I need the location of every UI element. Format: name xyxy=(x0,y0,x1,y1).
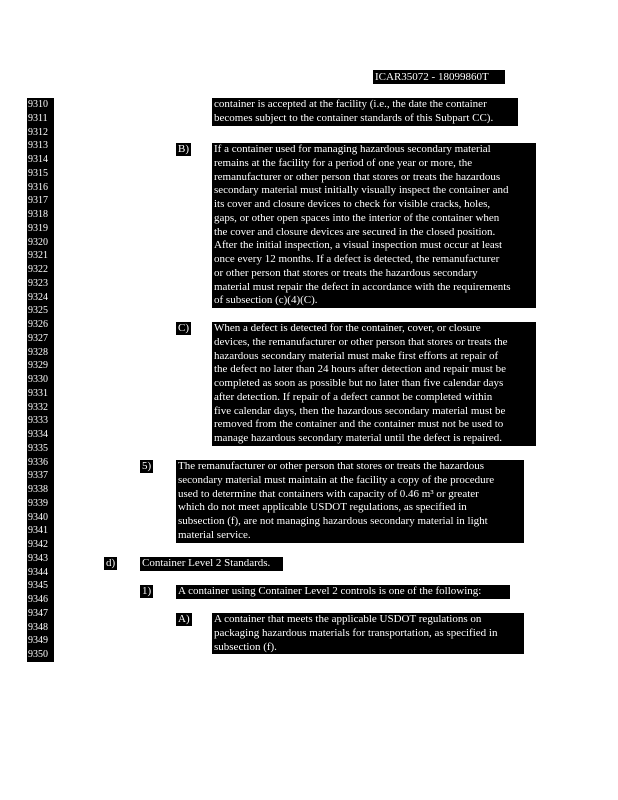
paragraph-line: If a container used for managing hazardous secondary material xyxy=(214,143,491,155)
paragraph-line: The remanufacturer or other person that stores or treats the hazardous xyxy=(178,460,485,472)
item-label-5: 5) xyxy=(142,460,152,472)
paragraph-line: its cover and closure devices to check for visible cracks, holes, xyxy=(214,198,491,210)
line-number: 9310 xyxy=(27,98,54,112)
section-heading-d xyxy=(140,557,283,571)
line-number: 9349 xyxy=(27,634,54,648)
paragraph-line: When a defect is detected for the container, cover, or closure xyxy=(214,322,481,334)
paragraph-line: material service. xyxy=(178,528,251,541)
document-id: ICAR35072 - 18099860T xyxy=(373,70,505,84)
line-number: 9346 xyxy=(27,593,54,607)
continuation-paragraph xyxy=(212,98,518,126)
line-number: 9316 xyxy=(27,181,54,195)
paragraph-line: which do not meet applicable USDOT regulations, as specified in xyxy=(178,501,467,514)
line-number: 9319 xyxy=(27,222,54,236)
line-number: 9344 xyxy=(27,566,54,580)
line-number: 9336 xyxy=(27,456,54,470)
paragraph-line: manage hazardous secondary material until the defect is repaired. xyxy=(214,432,503,444)
line-number: 9317 xyxy=(27,194,54,208)
item-label-b: B) xyxy=(178,143,189,155)
line-number: 9348 xyxy=(27,621,54,635)
paragraph-line: of subsection (c)(4)(C). xyxy=(214,294,318,307)
paragraph-line: container is accepted at the facility (i.e., the date the container xyxy=(214,98,487,110)
paragraph-line: subsection (f). xyxy=(214,640,277,653)
line-number: 9322 xyxy=(27,263,54,277)
paragraph-line: used to determine that containers with capacity of 0.46 m³ or greater xyxy=(178,487,479,500)
paragraph-5 xyxy=(176,460,524,543)
paragraph-line: remanufacturer or other person that stores or treats the hazardous xyxy=(214,170,501,183)
line-number: 9339 xyxy=(27,497,54,511)
paragraph-line: hazardous secondary material must make first efforts at repair of xyxy=(214,349,499,362)
paragraph-c xyxy=(212,322,536,446)
line-number: 9327 xyxy=(27,332,54,346)
item-label-d: d) xyxy=(106,557,116,569)
paragraph-line: remains at the facility for a period of one year or more, the xyxy=(214,156,473,169)
paragraph-1 xyxy=(176,585,510,599)
paragraph-line: secondary material must initially visually inspect the container and xyxy=(214,184,509,197)
item-label-c: C) xyxy=(178,322,189,334)
line-number: 9312 xyxy=(27,126,54,140)
paragraph-line: gaps, or other open spaces into the interior of the container when xyxy=(214,211,500,224)
line-number: 9311 xyxy=(27,112,54,126)
line-number: 9333 xyxy=(27,414,54,428)
item-label-a: A) xyxy=(178,613,190,625)
line-number: 9329 xyxy=(27,359,54,373)
line-number: 9342 xyxy=(27,538,54,552)
paragraph-line: removed from the container and the container must not be used to xyxy=(214,418,504,431)
line-number: 9314 xyxy=(27,153,54,167)
line-number: 9347 xyxy=(27,607,54,621)
line-number: 9345 xyxy=(27,579,54,593)
line-number: 9331 xyxy=(27,387,54,401)
paragraph-line: once every 12 months. If a defect is detected, the remanufacturer xyxy=(214,253,500,265)
line-number: 9318 xyxy=(27,208,54,222)
line-number: 9337 xyxy=(27,469,54,483)
paragraph-line: five calendar days, then the hazardous secondary material must be xyxy=(214,404,506,417)
paragraph-line: material must repair the defect in accordance with the requirements xyxy=(214,280,511,293)
paragraph-line: devices, the remanufacturer or other person that stores or treats the xyxy=(214,335,508,348)
line-number: 9335 xyxy=(27,442,54,456)
line-number: 9325 xyxy=(27,304,54,318)
line-number: 9321 xyxy=(27,249,54,263)
line-number: 9341 xyxy=(27,524,54,538)
section-heading-text: Container Level 2 Standards. xyxy=(142,557,271,569)
paragraph-a xyxy=(212,613,524,654)
line-number: 9324 xyxy=(27,291,54,305)
paragraph-line: A container that meets the applicable USDOT regulations on xyxy=(214,613,482,625)
line-number: 9343 xyxy=(27,552,54,566)
paragraph-line: After the initial inspection, a visual inspection must occur at least xyxy=(214,239,503,252)
line-number: 9315 xyxy=(27,167,54,181)
line-number: 9323 xyxy=(27,277,54,291)
paragraph-line: subsection (f), are not managing hazardous secondary material in light xyxy=(178,515,488,527)
line-number: 9326 xyxy=(27,318,54,332)
line-number: 9313 xyxy=(27,139,54,153)
paragraph-line: becomes subject to the container standards of this Subpart CC). xyxy=(214,111,494,124)
line-number: 9338 xyxy=(27,483,54,497)
line-number: 9350 xyxy=(27,648,54,662)
paragraph-line: after detection. If repair of a defect cannot be completed within xyxy=(214,390,493,403)
line-number-column xyxy=(27,98,55,662)
paragraph-line: or other person that stores or treats the hazardous secondary xyxy=(214,266,478,279)
paragraph-line: completed as soon as possible but no later than five calendar days xyxy=(214,377,504,389)
line-number: 9328 xyxy=(27,346,54,360)
line-number: 9332 xyxy=(27,401,54,415)
item-label-1: 1) xyxy=(142,585,152,597)
paragraph-line: the cover and closure devices are secured in the closed position. xyxy=(214,225,496,238)
paragraph-line: A container using Container Level 2 controls is one of the following: xyxy=(178,585,482,597)
paragraph-line: the defect no later than 24 hours after detection and repair must be xyxy=(214,363,506,376)
paragraph-b xyxy=(212,143,536,308)
line-number: 9330 xyxy=(27,373,54,387)
paragraph-line: packaging hazardous materials for transportation, as specified in xyxy=(214,626,498,639)
line-number: 9320 xyxy=(27,236,54,250)
paragraph-line: secondary material must maintain at the facility a copy of the procedure xyxy=(178,473,495,486)
line-number: 9340 xyxy=(27,511,54,525)
line-number: 9334 xyxy=(27,428,54,442)
